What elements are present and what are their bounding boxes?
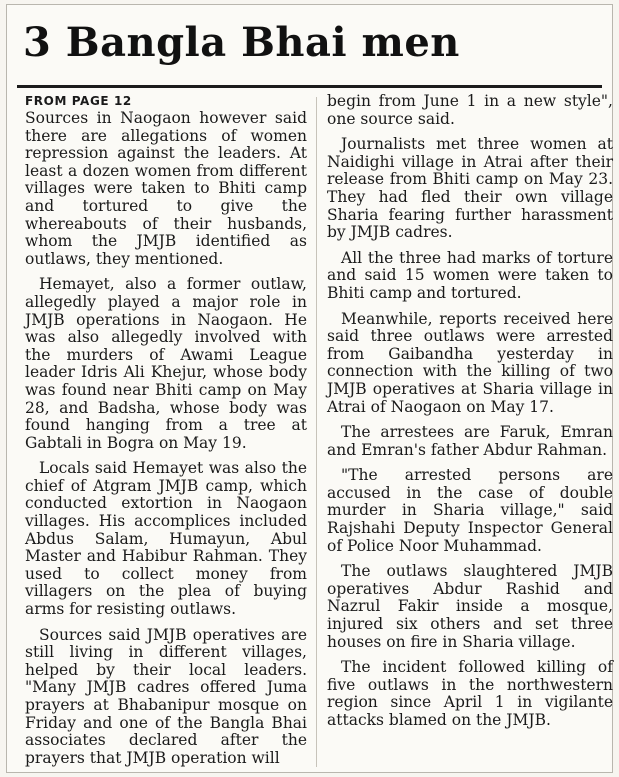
paragraph: Sources in Naogaon however said there are allegations of women repression against the leaders. At least a dozen women from different villages were taken to Bhiti camp and tortured to give the whereabouts of their husbands, whom the JMJB identified as outlaws, they mentioned. [25, 109, 307, 268]
paragraph: Sources said JMJB operatives are still living in different villages, helped by their local leaders. "Many JMJB cadres offered Juma prayers at Bhabanipur mosque on Friday and one of the Bangla Bhai associates declared after the prayers that JMJB operation will [25, 625, 307, 767]
right-column [327, 93, 613, 738]
paragraph: begin from June 1 in a new style", one source said. [327, 92, 613, 128]
paragraph: Hemayet, also a former outlaw, allegedly played a major role in JMJB operations in Naogaon. He was also allegedly involved with the murders of Awami League leader Idris Ali Khejur, whose body was found near Bhiti camp on May 28, and Badsha, whose body was found hanging from a tree at Gabtali in Bogra on May 19. [25, 275, 307, 452]
headline-rule [17, 85, 602, 88]
paragraph: Locals said Hemayet was also the chief of Atgram JMJB camp, which conducted extortion in Naogaon villages. His accomplices included Abdus Salam, Humayun, Abul Master and Habibur Rahman. They used to collect money from villagers on the plea of buying arms for resisting outlaws. [25, 459, 307, 619]
left-column [25, 93, 307, 775]
paragraph: The outlaws slaughtered JMJB operatives Abdur Rashid and Nazrul Fakir inside a mosque, injured six others and set three houses on fire in Sharia village. [327, 562, 613, 651]
paragraph: Journalists met three women at Naidighi village in Atrai after their release from Bhiti camp on May 23. They had fled their own village Sharia fearing further harassment by JMJB cadres. [327, 135, 613, 242]
paragraph: All the three had marks of torture and said 15 women were taken to Bhiti camp and tortured. [327, 248, 613, 302]
headline: 3 Bangla Bhai men [23, 19, 460, 66]
paragraph: Meanwhile, reports received here said three outlaws were arrested from Gaibandha yesterday in connection with the killing of two JMJB operatives at Sharia village in Atrai of Naogaon on May 17. [327, 309, 613, 416]
paragraph: "The arrested persons are accused in the case of double murder in Sharia village," said Rajshahi Deputy Inspector General of Police Noor Muhammad. [327, 466, 613, 555]
paragraph: The incident followed killing of five outlaws in the northwestern region since April 1 in vigilante attacks blamed on the JMJB. [327, 658, 613, 729]
column-divider [316, 97, 317, 767]
newspaper-clipping [6, 4, 613, 773]
paragraph: The arrestees are Faruk, Emran and Emran's father Abdur Rahman. [327, 423, 613, 459]
continuation-kicker: FROM PAGE 12 [25, 94, 132, 108]
